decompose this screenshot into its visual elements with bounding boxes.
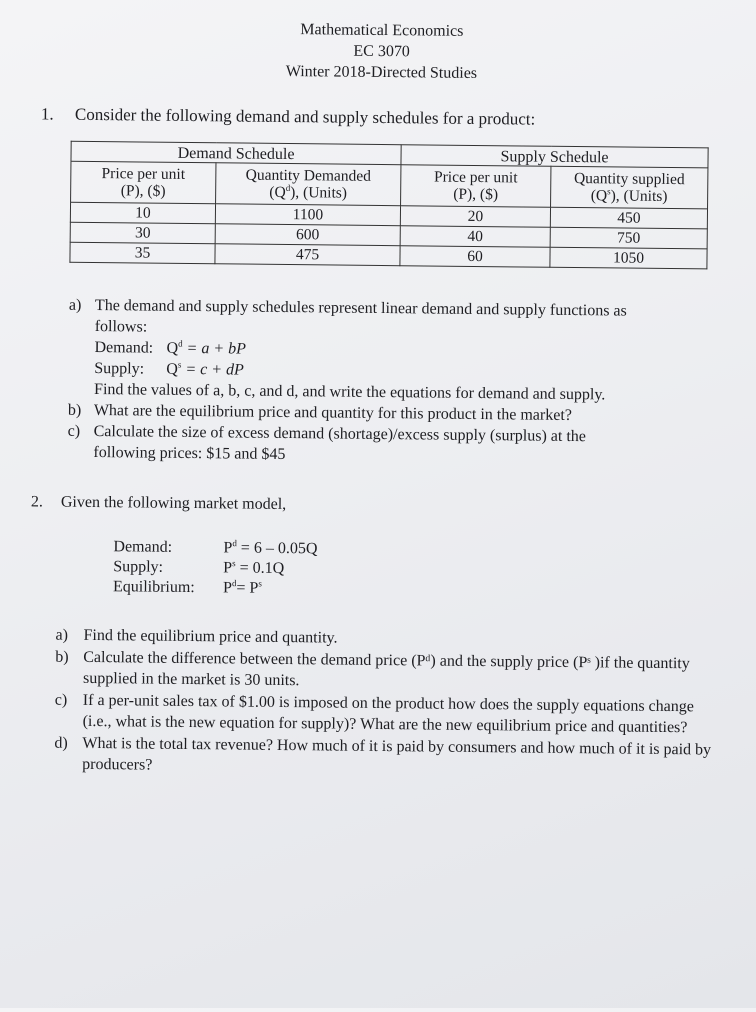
question-2-number: 2.	[30, 493, 44, 511]
model-supply: Supply: $P^s = 0.1Q$	[113, 558, 285, 578]
list-item: b) Calculate the difference between the demand price (Pᵈ) and the supply price (Pˢ )if the quantity supplied in the market is 30 units.	[55, 648, 690, 690]
part-a-line2: follows:	[94, 318, 148, 336]
question-2-parts	[54, 625, 716, 783]
part-c-line1: Calculate the size of excess demand (shortage)/excess supply (surplus) at the	[93, 423, 586, 446]
part-c-line2: following prices: $15 and $45	[93, 444, 286, 464]
demand-equation: Demand: $Q^d = a$ + bP	[94, 338, 247, 358]
demand-qty-header-line1: Quantity Demanded	[245, 166, 372, 185]
demand-qty-header	[216, 163, 401, 206]
supply-qty-header-line2: $(Q^s)$, (Units)	[590, 186, 668, 205]
table-cell: 1050	[550, 247, 707, 269]
supply-schedule-title: Supply Schedule	[401, 145, 708, 168]
table-cell: 10	[70, 202, 215, 224]
part-a-line1: The demand and supply schedules represent linear demand and supply functions as	[94, 297, 627, 320]
part-b-label: b)	[67, 401, 82, 419]
part-b-text: What are the equilibrium price and quantity for this product in the market?	[93, 402, 572, 425]
table-cell: 600	[215, 224, 400, 246]
course-code: EC 3070	[353, 42, 410, 61]
supply-equation-label: Supply:	[94, 360, 145, 378]
supply-price-header-line1: Price per unit	[433, 168, 518, 187]
demand-price-header-line1: Price per unit	[101, 165, 186, 183]
demand-price-header-line2: (P), ($)	[120, 182, 166, 200]
course-title: Mathematical Economics	[300, 21, 464, 40]
table-cell: 450	[550, 207, 707, 229]
schedule-table	[69, 141, 708, 270]
question-1-number: 1.	[40, 104, 54, 124]
list-item: a) Find the equilibrium price and quantity.	[55, 626, 338, 647]
table-cell: 20	[400, 206, 550, 228]
question-2-prompt	[31, 493, 286, 514]
course-term: Winter 2018-Directed Studies	[285, 62, 478, 82]
market-model	[113, 537, 318, 599]
table-cell: 30	[70, 222, 215, 244]
supply-price-header	[401, 165, 551, 208]
supply-equation: Supply: $Q^s = c$ + dP	[94, 359, 244, 379]
list-item: d) What is the total tax revenue? How much of it is paid by consumers and how much of it is paid by producers?	[54, 734, 712, 774]
table-cell: 35	[70, 242, 215, 264]
model-demand: Demand: $P^d = 6 - 0.05Q$	[113, 538, 318, 558]
demand-qty-header-line2: $(Q^d)$, (Units)	[269, 182, 348, 202]
question-2-text: Given the following market model,	[60, 493, 287, 514]
question-1-parts	[67, 295, 719, 470]
table-cell: 750	[550, 227, 707, 249]
model-equilibrium: Equilibrium: $P^d= P^s$	[112, 578, 262, 597]
table-cell: 60	[400, 246, 550, 268]
question-1-text: Consider the following demand and supply schedules for a product:	[74, 104, 536, 129]
supply-price-header-line2: (P), ($)	[453, 185, 499, 204]
supply-qty-header-line1: Quantity supplied	[573, 170, 685, 189]
table-cell: 1100	[215, 204, 400, 226]
demand-price-header	[71, 161, 216, 204]
supply-qty-header	[551, 166, 708, 209]
part-a-label: a)	[68, 296, 82, 314]
table-cell: 475	[215, 244, 400, 266]
list-item: c) If a per-unit sales tax of $1.00 is imposed on the product how does the supply equations change (i.e., what is the new equation for supply)? What are the new equilibrium price and quantities?	[54, 691, 695, 737]
demand-schedule-title: Demand Schedule	[71, 141, 401, 164]
document-header	[3, 16, 756, 87]
table-cell: 40	[400, 226, 550, 248]
demand-equation-label: Demand:	[94, 339, 154, 357]
part-a-line3: Find the values of a, b, c, and d, and write the equations for demand and supply.	[94, 381, 606, 404]
part-c-label: c)	[67, 422, 81, 440]
question-1-prompt	[41, 104, 536, 129]
